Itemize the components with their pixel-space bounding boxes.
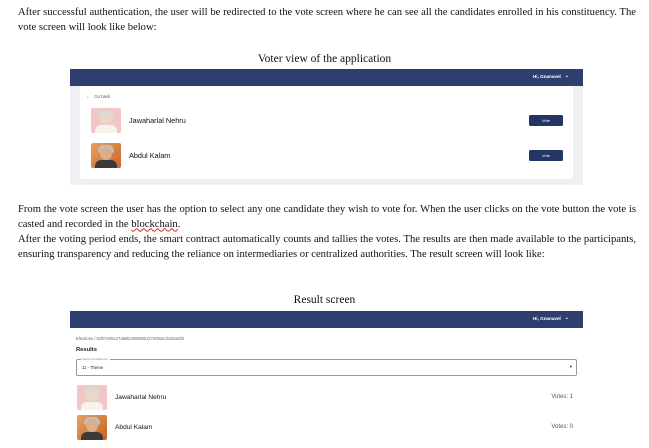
results-paragraph: After the voting period ends, the smart contract automatically counts and tallies the votes. The results are then made available to the participants, ensuring transparency and reducing the reliance on intermediaries or centralized authorities. The result screen will look like: xyxy=(18,234,636,260)
candidate-photo xyxy=(77,385,107,410)
constituency-select[interactable] xyxy=(76,359,577,376)
go-back-label: Go back xyxy=(94,94,111,99)
user-menu[interactable] xyxy=(533,315,569,321)
vote-screen-caption: Voter view of the application xyxy=(257,53,392,65)
vote-screen-image xyxy=(70,69,583,185)
vote-button[interactable]: Vote xyxy=(529,150,563,161)
vote-topbar xyxy=(70,69,583,86)
candidate-name: Abdul Kalam xyxy=(129,151,171,160)
result-screen-caption: Result screen xyxy=(293,294,356,306)
candidate-name: Jawaharlal Nehru xyxy=(129,116,186,125)
candidate-name: Jawaharlal Nehru xyxy=(115,393,167,401)
blockchain-word: blockchain xyxy=(131,218,178,230)
intro-paragraph: After successful authentication, the user will be redirected to the vote screen where he can see all the candidates enrolled in his constituency. The vote screen will look like below: xyxy=(18,7,636,33)
user-menu-label: Hi, Gnanavel xyxy=(532,315,561,321)
result-card xyxy=(70,328,583,448)
chevron-down-icon: ⌄ xyxy=(564,315,569,321)
user-menu-label: Hi, Gnanavel xyxy=(532,73,561,79)
vote-count: Votes: 0 xyxy=(551,424,573,430)
go-back-link[interactable] xyxy=(80,86,573,99)
page-title: Results xyxy=(76,347,97,353)
candidate-photo xyxy=(77,415,107,440)
vote-card xyxy=(80,86,573,179)
candidate-photo xyxy=(91,143,121,168)
breadcrumb[interactable]: Elections / 0xf07e05c27a69bc065085127e052ecb182a5f0 xyxy=(76,336,185,341)
vote-button[interactable]: Vote xyxy=(529,115,563,126)
chevron-down-icon: ⌄ xyxy=(564,73,569,79)
arrow-left-icon: ← xyxy=(86,94,91,99)
caret-down-icon: ▾ xyxy=(569,364,572,369)
result-screen-image xyxy=(70,311,583,448)
select-label: Select Constituency xyxy=(82,357,109,361)
result-topbar xyxy=(70,311,583,328)
vote-action-paragraph xyxy=(18,203,636,232)
candidate-photo xyxy=(91,108,121,133)
vote-action-end: . xyxy=(177,218,181,230)
select-value: 11 - Theme xyxy=(82,365,104,370)
candidate-name: Abdul Kalam xyxy=(115,423,153,431)
vote-count: Votes: 1 xyxy=(551,394,573,400)
vote-action-text: From the vote screen the user has the option to select any one candidate they wish to vote for. When the user clicks on the vote button the vote is casted and recorded in the xyxy=(18,204,636,230)
user-menu[interactable] xyxy=(533,73,569,79)
candidate-row xyxy=(80,103,573,138)
result-row xyxy=(70,382,583,412)
result-row xyxy=(70,412,583,442)
candidate-row xyxy=(80,138,573,173)
